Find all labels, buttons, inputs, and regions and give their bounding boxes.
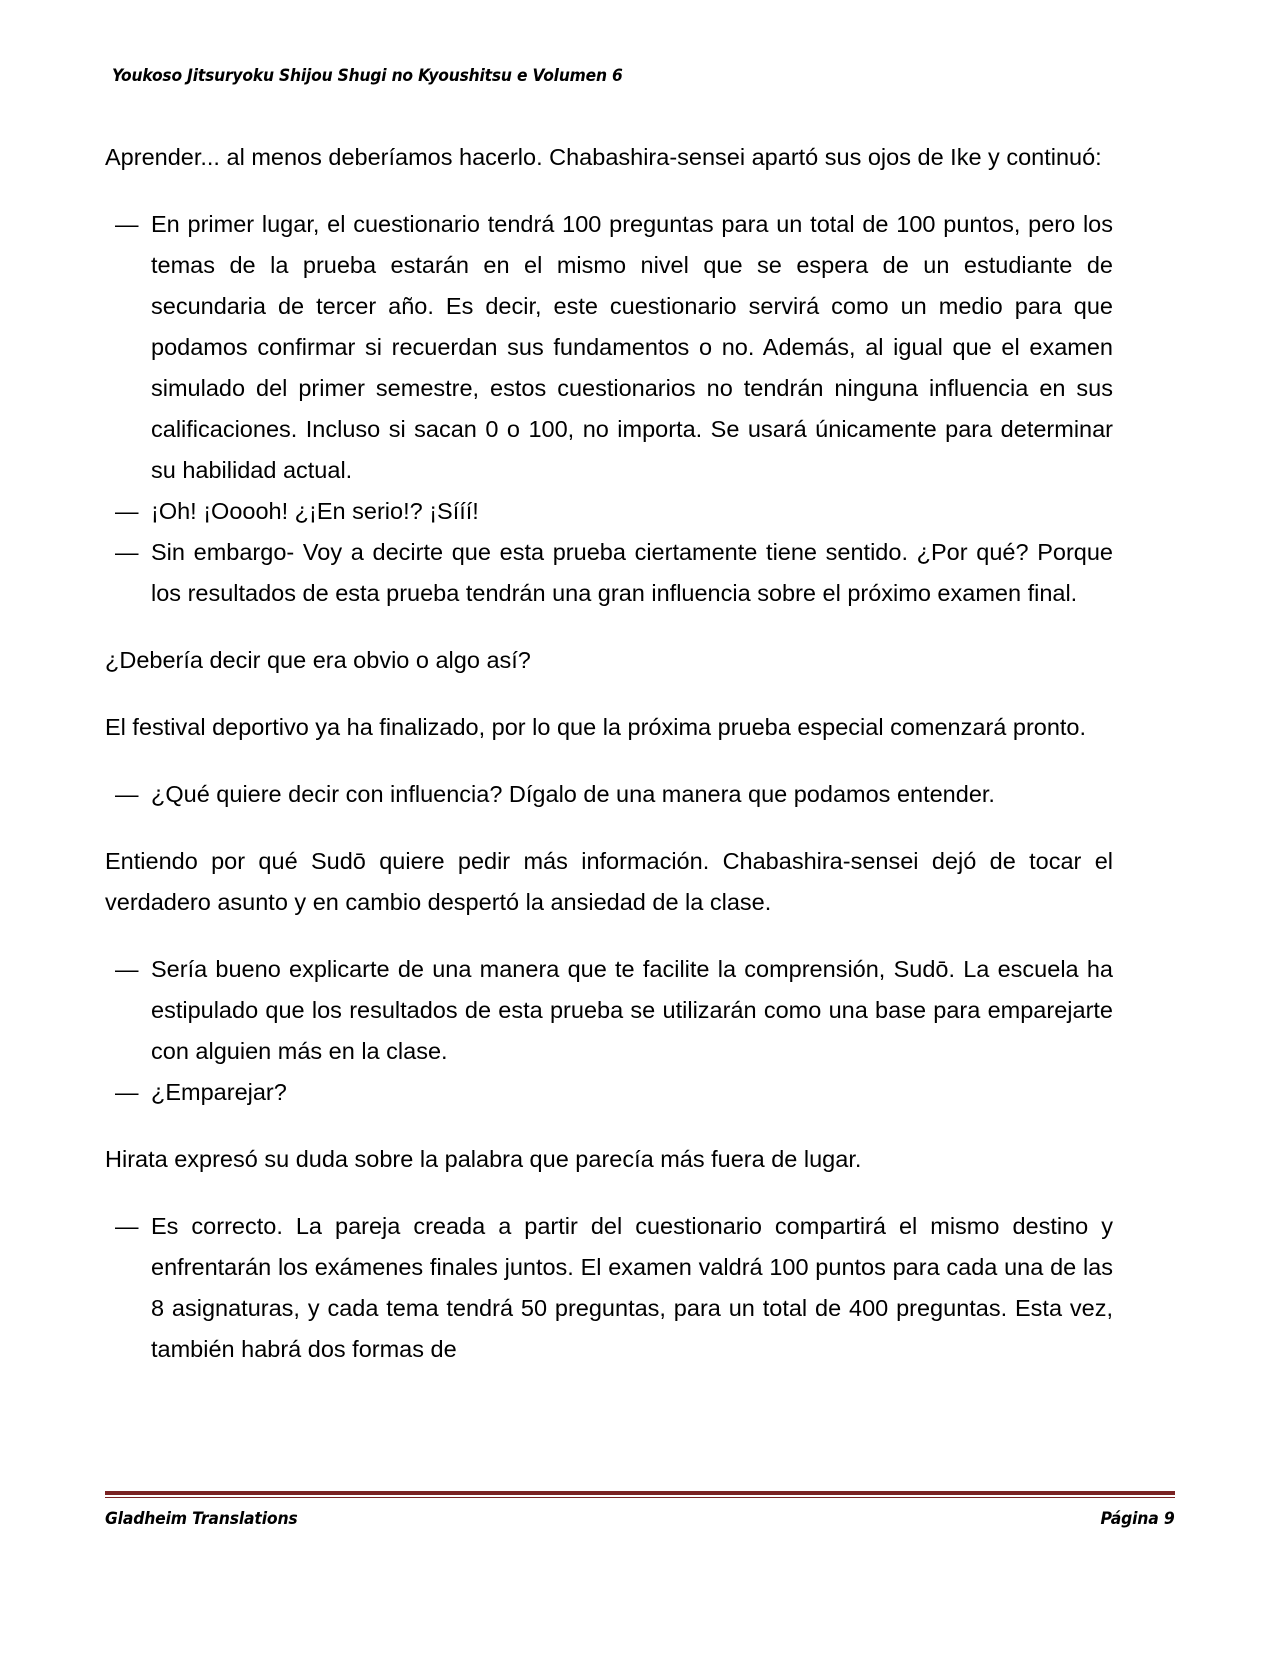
footer-row [105, 1511, 1175, 1528]
header-title: Youkoso Jitsuryoku Shijou Shugi no Kyoushitsu e Volumen 6 [112, 66, 623, 85]
footer-page-number: Página 9 [1100, 1509, 1175, 1529]
dialogue-dash: — [115, 956, 139, 982]
dialogue-text: Sin embargo- Voy a decirte que esta prueba ciertamente tiene sentido. ¿Por qué? Porque los resultados de esta prueba tendrán una gran influencia sobre el próximo examen final. [151, 539, 1113, 606]
dialogue-text: ¿Emparejar? [151, 1079, 287, 1105]
dialogue-group [105, 774, 1113, 815]
footer-translator-credit: Gladheim Translations [105, 1509, 298, 1529]
dialogue-group [105, 949, 1113, 1113]
dialogue-dash: — [115, 1079, 139, 1105]
dialogue-dash: — [115, 498, 139, 524]
dialogue-dash: — [115, 539, 139, 565]
body-paragraph: El festival deportivo ya ha finalizado, por lo que la próxima prueba especial comenzará pronto. [105, 714, 1087, 740]
body-paragraph: ¿Debería decir que era obvio o algo así? [105, 647, 531, 673]
dialogue-line [105, 949, 1113, 1072]
body-content [105, 137, 1113, 1396]
body-paragraph: Aprender... al menos deberíamos hacerlo. Chabashira-sensei apartó sus ojos de Ike y continuó: [105, 144, 1102, 170]
dialogue-text: Sería bueno explicarte de una manera que te facilite la comprensión, Sudō. La escuela ha estipulado que los resultados de esta prueba se utilizarán como una base para emparejarte con alguien más en la clase. [151, 956, 1113, 1064]
body-paragraph: Entiendo por qué Sudō quiere pedir más información. Chabashira-sensei dejó de tocar el verdadero asunto y en cambio despertó la ansiedad de la clase. [105, 848, 1113, 915]
body-paragraph: Hirata expresó su duda sobre la palabra que parecía más fuera de lugar. [105, 1146, 862, 1172]
dialogue-line [105, 1206, 1113, 1370]
dialogue-group [105, 204, 1113, 614]
dialogue-line [105, 1072, 1113, 1113]
dialogue-line [105, 204, 1113, 491]
dialogue-text: ¿Qué quiere decir con influencia? Dígalo de una manera que podamos entender. [151, 781, 995, 807]
dialogue-text: Es correcto. La pareja creada a partir del cuestionario compartirá el mismo destino y enfrentarán los exámenes finales juntos. El examen valdrá 100 puntos para cada una de las 8 asignaturas, y cada tema tendrá 50 preguntas, para un total de 400 preguntas. Esta vez, también habrá dos formas de [151, 1213, 1113, 1362]
dialogue-line [105, 774, 1113, 815]
dialogue-text: ¡Oh! ¡Ooooh! ¿¡En serio!? ¡Sííí! [151, 498, 479, 524]
dialogue-text: En primer lugar, el cuestionario tendrá 100 preguntas para un total de 100 puntos, pero los temas de la prueba estarán en el mismo nivel que se espera de un estudiante de secundaria de tercer año. Es decir, este cuestionario servirá como un medio para que podamos confirmar si recuerdan sus fundamentos o no. Además, al igual que el examen simulado del primer semestre, estos cuestionarios no tendrán ninguna influencia en sus calificaciones. Incluso si sacan 0 o 100, no importa. Se usará únicamente para determinar su habilidad actual. [151, 211, 1113, 483]
dialogue-line [105, 532, 1113, 614]
dialogue-dash: — [115, 1213, 139, 1239]
dialogue-group [105, 1206, 1113, 1370]
dialogue-dash: — [115, 211, 139, 237]
dialogue-dash: — [115, 781, 139, 807]
footer-divider [105, 1491, 1175, 1498]
page-header [112, 68, 1168, 94]
page-footer [105, 1491, 1175, 1528]
dialogue-line [105, 491, 1113, 532]
